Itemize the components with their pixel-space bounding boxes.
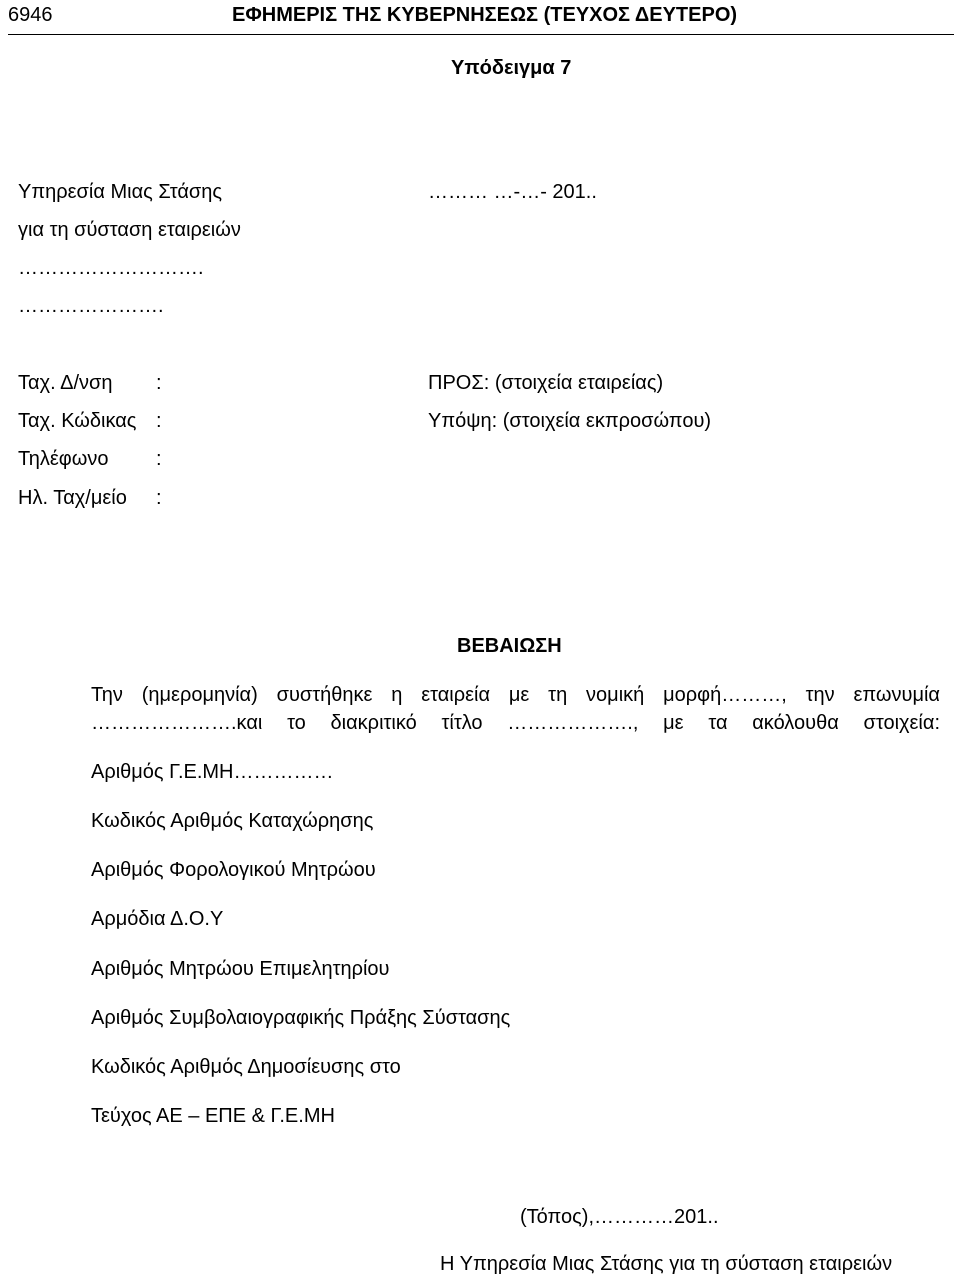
email-label: Ηλ. Ταχ/μείο xyxy=(18,487,127,509)
address-label: Ταχ. Δ/νση xyxy=(18,372,113,394)
field-tax-number: Αριθμός Φορολογικού Μητρώου xyxy=(91,859,376,881)
place-date: (Τόπος),…………201.. xyxy=(520,1206,719,1228)
sender-line-3: ………………………. xyxy=(18,257,204,279)
field-gemi-number: Αριθμός Γ.Ε.ΜΗ…………… xyxy=(91,761,334,783)
field-chamber-number: Αριθμός Μητρώου Επιμελητηρίου xyxy=(91,958,390,980)
certificate-intro-line-1: Την (ημερομηνία) συστήθηκε η εταιρεία με τη νομική μορφή………, την επωνυμία xyxy=(91,684,940,706)
field-issue: Τεύχος ΑΕ – ΕΠΕ & Γ.Ε.ΜΗ xyxy=(91,1105,335,1127)
phone-colon: : xyxy=(156,448,162,470)
address-colon: : xyxy=(156,372,162,394)
field-registration-code: Κωδικός Αριθμός Καταχώρησης xyxy=(91,810,374,832)
email-colon: : xyxy=(156,487,162,509)
letter-date: ……… …-…- 201.. xyxy=(428,181,597,203)
postcode-label: Ταχ. Κώδικας xyxy=(18,410,137,432)
certificate-title: ΒΕΒΑΙΩΣΗ xyxy=(457,635,562,657)
signature-line: Η Υπηρεσία Μιας Στάσης για τη σύσταση εταιρειών xyxy=(440,1253,893,1275)
sender-line-1: Υπηρεσία Μιας Στάσης xyxy=(18,181,223,203)
sender-line-2: για τη σύσταση εταιρειών xyxy=(18,219,241,241)
field-notarial-deed: Αριθμός Συμβολαιογραφικής Πράξης Σύστασης xyxy=(91,1007,511,1029)
phone-label: Τηλέφωνο xyxy=(18,448,109,470)
template-title: Υπόδειγμα 7 xyxy=(451,57,572,79)
field-tax-office: Αρμόδια Δ.Ο.Υ xyxy=(91,908,224,930)
header-divider xyxy=(8,34,954,35)
gazette-title: ΕΦΗΜΕΡΙΣ ΤΗΣ ΚΥΒΕΡΝΗΣΕΩΣ (ΤΕΥΧΟΣ ΔΕΥΤΕΡΟ) xyxy=(232,4,738,26)
recipient-attention: Υπόψη: (στοιχεία εκπροσώπου) xyxy=(428,410,712,432)
certificate-intro-line-2: ………………….και το διακριτικό τίτλο ………………., με τα ακόλουθα στοιχεία: xyxy=(91,712,940,734)
recipient-to: ΠΡΟΣ: (στοιχεία εταιρείας) xyxy=(428,372,664,394)
page-number: 6946 xyxy=(8,4,53,26)
postcode-colon: : xyxy=(156,410,162,432)
field-publication-code: Κωδικός Αριθμός Δημοσίευσης στο xyxy=(91,1056,401,1078)
sender-line-4: …………………. xyxy=(18,295,164,317)
